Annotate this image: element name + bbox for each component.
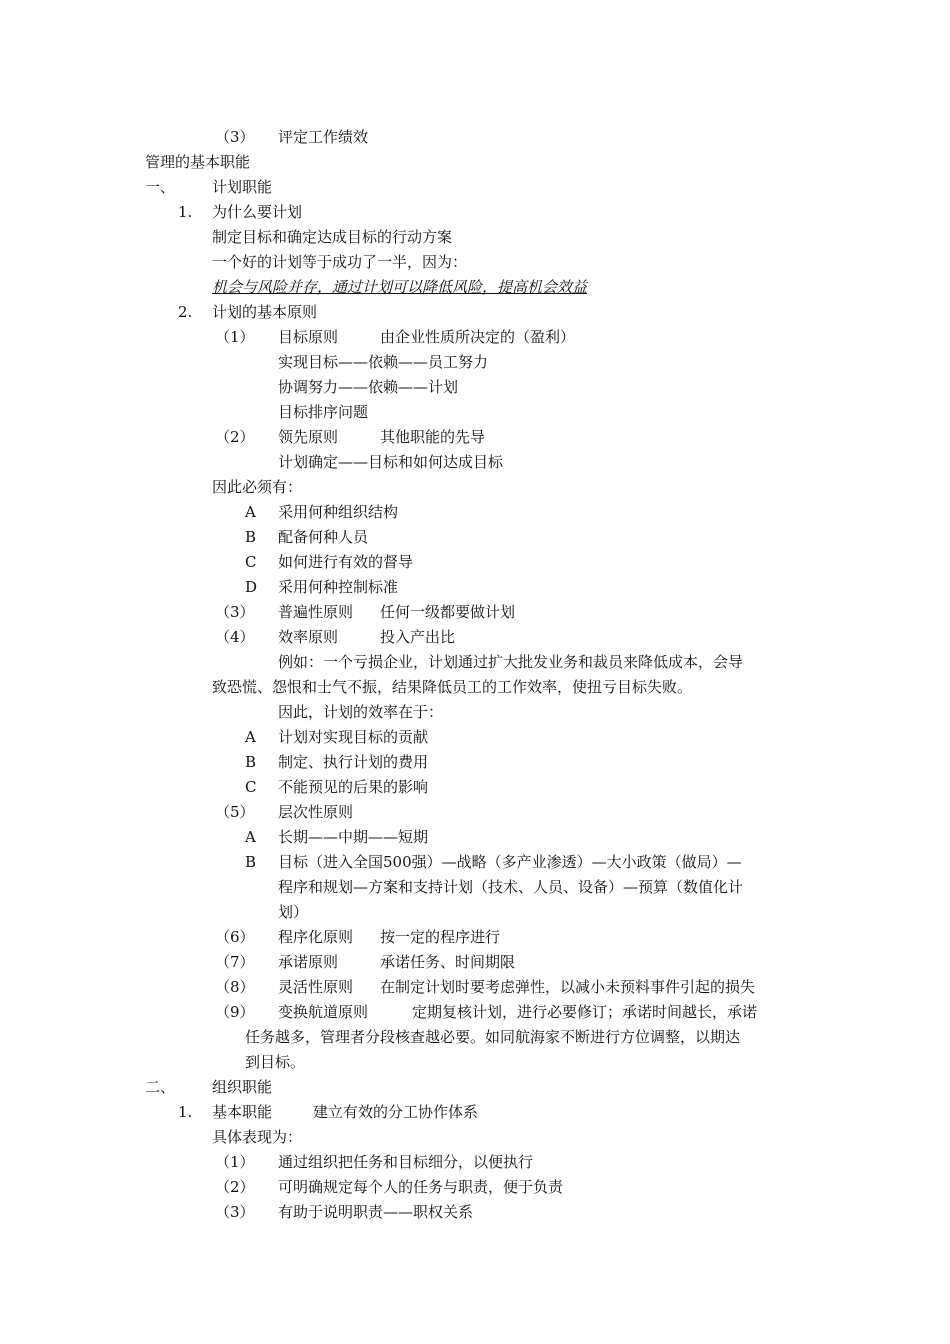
item-marker: （2） — [215, 1178, 255, 1196]
principle-name: 承诺原则 — [278, 953, 339, 971]
item-marker: （1） — [215, 1153, 255, 1171]
item-marker: （7） — [215, 953, 255, 971]
paragraph: 划） — [278, 903, 309, 921]
list-item: 长期——中期——短期 — [278, 828, 429, 846]
paragraph: 实现目标——依赖——员工努力 — [278, 353, 489, 371]
item-text: 评定工作绩效 — [278, 128, 369, 146]
item-marker: （3） — [215, 603, 255, 621]
paragraph: 具体表现为： — [212, 1128, 303, 1146]
letter-marker: D — [245, 578, 258, 596]
item-marker: （3） — [215, 128, 255, 146]
paragraph: 制定目标和确定达成目标的行动方案 — [212, 228, 453, 246]
principle-desc: 由企业性质所决定的（盈利） — [380, 328, 576, 346]
paragraph: 例如：一个亏损企业，计划通过扩大批发业务和裁员来降低成本，会导 — [278, 653, 744, 671]
paragraph: 协调努力——依赖——计划 — [278, 378, 459, 396]
principle-name: 程序化原则 — [278, 928, 354, 946]
list-item: 采用何种组织结构 — [278, 503, 399, 521]
chapter-title: 组织职能 — [212, 1078, 273, 1096]
list-item: 配备何种人员 — [278, 528, 369, 546]
item-title: 为什么要计划 — [212, 203, 303, 221]
list-item: 通过组织把任务和目标细分，以便执行 — [278, 1153, 534, 1171]
list-item: 计划对实现目标的贡献 — [278, 728, 429, 746]
letter-marker: A — [245, 728, 256, 746]
chapter-number: 一、 — [145, 178, 176, 196]
section-heading: 管理的基本职能 — [145, 153, 251, 171]
letter-marker: B — [245, 853, 257, 871]
principle-desc: 在制定计划时要考虑弹性，以减小未预料事件引起的损失 — [380, 978, 756, 996]
principle-name: 变换航道原则 — [278, 1003, 369, 1021]
principle-desc: 承诺任务、时间期限 — [380, 953, 516, 971]
paragraph: 任务越多，管理者分段核查越必要。如同航海家不断进行方位调整，以期达 — [245, 1028, 741, 1046]
paragraph: 到目标。 — [245, 1053, 306, 1071]
item-title: 基本职能 — [212, 1103, 273, 1121]
principle-name: 目标原则 — [278, 328, 339, 346]
item-desc: 建立有效的分工协作体系 — [313, 1103, 479, 1121]
list-item: 采用何种控制标准 — [278, 578, 399, 596]
emphasized-statement: 机会与风险并存，通过计划可以降低风险，提高机会效益 — [212, 278, 588, 296]
letter-marker: B — [245, 753, 257, 771]
principle-name: 普遍性原则 — [278, 603, 354, 621]
paragraph: 目标排序问题 — [278, 403, 369, 421]
principle-name: 层次性原则 — [278, 803, 354, 821]
principle-name: 领先原则 — [278, 428, 339, 446]
list-item: 制定、执行计划的费用 — [278, 753, 429, 771]
letter-marker: A — [245, 828, 256, 846]
principle-name: 灵活性原则 — [278, 978, 354, 996]
letter-marker: A — [245, 503, 256, 521]
chapter-title: 计划职能 — [212, 178, 273, 196]
list-item: 可明确规定每个人的任务与职责，便于负责 — [278, 1178, 564, 1196]
item-number: 1. — [178, 1103, 193, 1121]
paragraph: 程序和规划—方案和支持计划（技术、人员、设备）—预算（数值化计 — [278, 878, 744, 896]
item-marker: （8） — [215, 978, 255, 996]
paragraph: 因此必须有： — [212, 478, 303, 496]
paragraph: 一个好的计划等于成功了一半，因为： — [212, 253, 468, 271]
paragraph: 计划确定——目标和如何达成目标 — [278, 453, 504, 471]
letter-marker: B — [245, 528, 257, 546]
letter-marker: C — [245, 778, 257, 796]
paragraph: 致恐慌、怨恨和士气不振，结果降低员工的工作效率，使扭亏目标失败。 — [212, 678, 693, 696]
principle-desc: 按一定的程序进行 — [380, 928, 501, 946]
principle-desc: 定期复核计划，进行必要修订；承诺时间越长，承诺 — [412, 1003, 758, 1021]
item-marker: （6） — [215, 928, 255, 946]
principle-desc: 投入产出比 — [380, 628, 456, 646]
item-title: 计划的基本原则 — [212, 303, 318, 321]
list-item: 如何进行有效的督导 — [278, 553, 414, 571]
paragraph: 因此，计划的效率在于： — [278, 703, 444, 721]
item-number: 2. — [178, 303, 193, 321]
item-marker: （2） — [215, 428, 255, 446]
item-marker: （3） — [215, 1203, 255, 1221]
list-item: 不能预见的后果的影响 — [278, 778, 429, 796]
item-marker: （5） — [215, 803, 255, 821]
principle-desc: 其他职能的先导 — [380, 428, 486, 446]
chapter-number: 二、 — [145, 1078, 176, 1096]
item-number: 1. — [178, 203, 193, 221]
item-marker: （1） — [215, 328, 255, 346]
principle-desc: 任何一级都要做计划 — [380, 603, 516, 621]
item-marker: （9） — [215, 1003, 255, 1021]
principle-name: 效率原则 — [278, 628, 339, 646]
list-item: 有助于说明职责——职权关系 — [278, 1203, 474, 1221]
letter-marker: C — [245, 553, 257, 571]
list-item: 目标（进入全国500强）—战略（多产业渗透）—大小政策（做局）— — [278, 853, 742, 871]
item-marker: （4） — [215, 628, 255, 646]
